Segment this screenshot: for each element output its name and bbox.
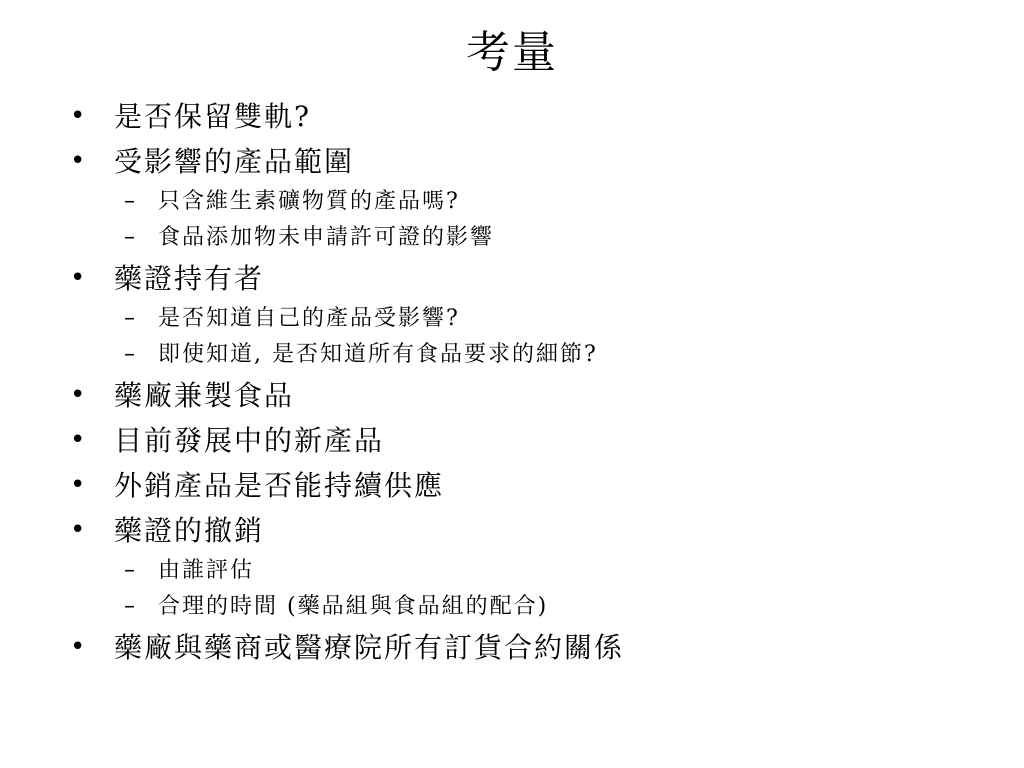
- bullet-item: [70, 625, 1000, 670]
- sub-bullet-list: [70, 553, 1000, 625]
- sub-bullet-text: 只含維生素礦物質的產品嗎?: [158, 189, 460, 214]
- bullet-text: 藥廠兼製食品: [114, 379, 295, 412]
- bullet-text: 藥廠與藥商或醫療院所有訂貨合約關係: [114, 631, 625, 664]
- bullet-item: [70, 508, 1000, 625]
- sub-bullet-marker: –: [124, 225, 135, 250]
- sub-bullet-list: [70, 184, 1000, 256]
- bullet-text: 藥證持有者: [114, 262, 265, 295]
- bullet-row: [70, 508, 1000, 553]
- bullet-row: [70, 373, 1000, 418]
- bullet-row: [70, 418, 1000, 463]
- bullet-text: 受影響的產品範圍: [114, 145, 355, 178]
- slide-title: 考量: [466, 27, 558, 78]
- sub-bullet-marker: –: [124, 342, 135, 367]
- bullet-marker: •: [70, 425, 86, 455]
- sub-bullet-item: [70, 220, 1000, 256]
- sub-bullet-marker: –: [124, 306, 135, 331]
- bullet-text: 目前發展中的新產品: [114, 424, 385, 457]
- sub-bullet-text: 即使知道, 是否知道所有食品要求的細節?: [158, 342, 598, 367]
- bullet-item: [70, 139, 1000, 256]
- bullet-row: [70, 625, 1000, 670]
- bullet-text: 外銷產品是否能持續供應: [114, 469, 445, 502]
- sub-bullet-list: [70, 301, 1000, 373]
- bullet-item: [70, 373, 1000, 418]
- sub-bullet-marker: –: [124, 189, 135, 214]
- sub-bullet-text: 是否知道自己的產品受影響?: [158, 306, 460, 331]
- bullet-marker: •: [70, 101, 86, 131]
- sub-bullet-item: [70, 589, 1000, 625]
- bullet-marker: •: [70, 515, 86, 545]
- bullet-item: [70, 256, 1000, 373]
- bullet-item: [70, 463, 1000, 508]
- sub-bullet-text: 合理的時間 (藥品組與食品組的配合): [158, 594, 549, 619]
- bullet-row: [70, 94, 1000, 139]
- bullet-row: [70, 463, 1000, 508]
- bullet-marker: •: [70, 146, 86, 176]
- sub-bullet-item: [70, 184, 1000, 220]
- sub-bullet-marker: –: [124, 594, 135, 619]
- sub-bullet-text: 食品添加物未申請許可證的影響: [158, 225, 495, 250]
- sub-bullet-item: [70, 301, 1000, 337]
- bullet-marker: •: [70, 263, 86, 293]
- bullet-text: 是否保留雙軌?: [114, 100, 312, 133]
- bullet-text: 藥證的撤銷: [114, 514, 265, 547]
- bullet-marker: •: [70, 380, 86, 410]
- bullet-list: [70, 94, 1000, 670]
- sub-bullet-item: [70, 553, 1000, 589]
- bullet-item: [70, 94, 1000, 139]
- bullet-marker: •: [70, 632, 86, 662]
- sub-bullet-item: [70, 337, 1000, 373]
- bullet-item: [70, 418, 1000, 463]
- bullet-row: [70, 256, 1000, 301]
- bullet-marker: •: [70, 470, 86, 500]
- bullet-row: [70, 139, 1000, 184]
- sub-bullet-text: 由誰評估: [158, 558, 255, 583]
- sub-bullet-marker: –: [124, 558, 135, 583]
